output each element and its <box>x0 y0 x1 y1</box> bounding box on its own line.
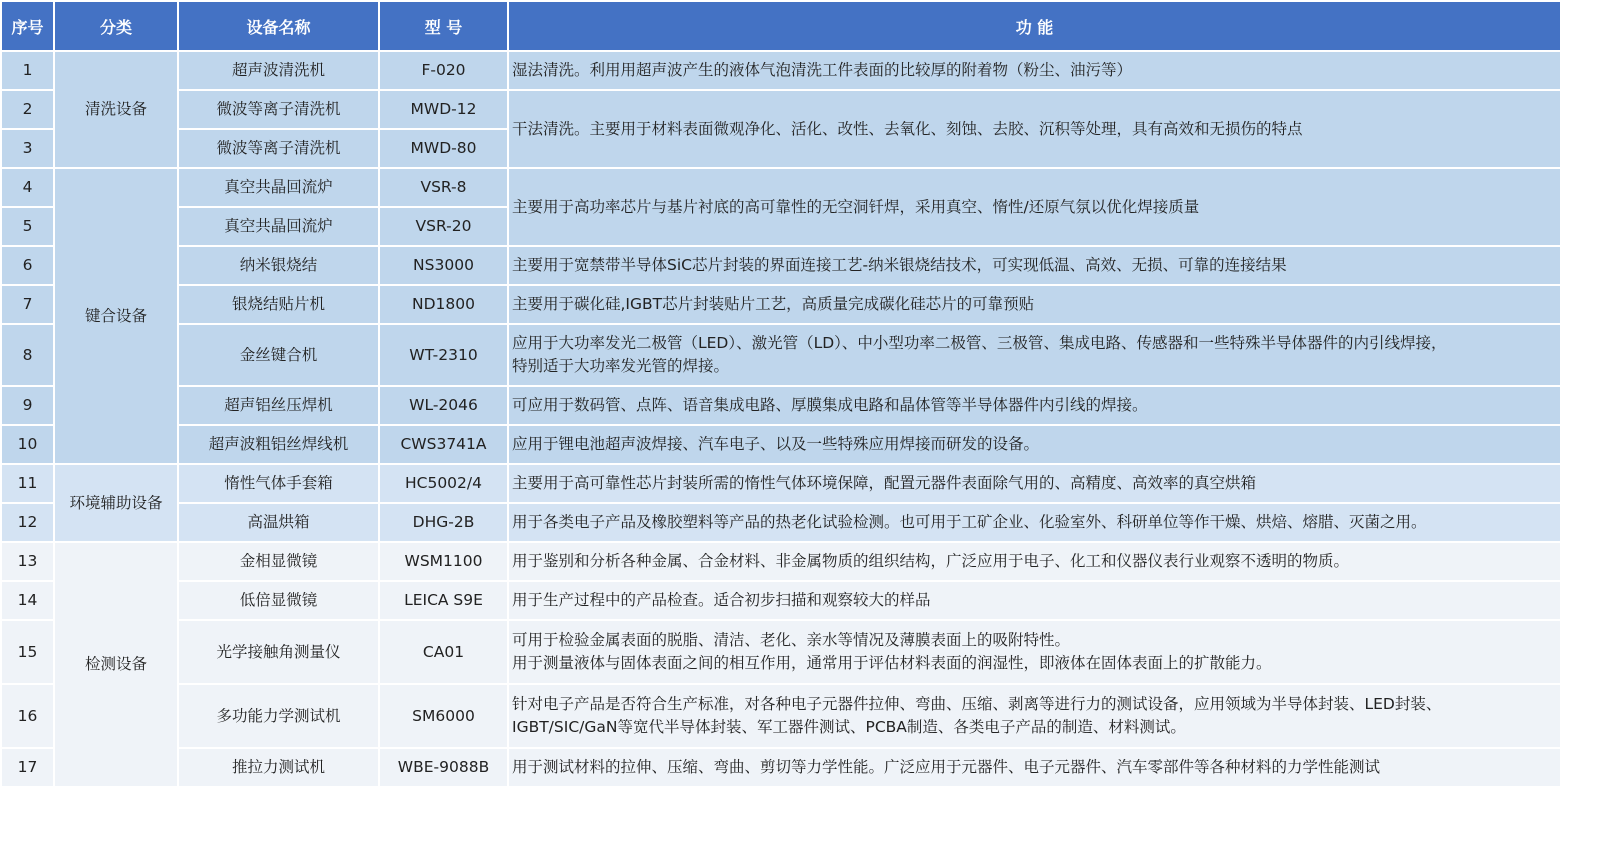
device-name: 微波等离子清洗机 <box>179 130 378 167</box>
device-function: 用于鉴别和分析各种金属、合金材料、非金属物质的组织结构，广泛应用于电子、化工和仪器仪表行业观察不透明的物质。 <box>509 543 1560 580</box>
row-number: 2 <box>2 91 53 128</box>
row-number: 10 <box>2 426 53 463</box>
category-cell: 键合设备 <box>55 169 177 463</box>
table-row <box>2 685 1560 747</box>
device-name: 低倍显微镜 <box>179 582 378 619</box>
row-number: 16 <box>2 685 53 747</box>
device-function: 用于生产过程中的产品检查。适合初步扫描和观察较大的样品 <box>509 582 1560 619</box>
row-number: 1 <box>2 52 53 89</box>
device-function: 应用于锂电池超声波焊接、汽车电子、以及一些特殊应用焊接而研发的设备。 <box>509 426 1560 463</box>
row-number: 12 <box>2 504 53 541</box>
table-row <box>2 582 1560 619</box>
device-function: 用于测试材料的拉伸、压缩、弯曲、剪切等力学性能。广泛应用于元器件、电子元器件、汽车零部件等各种材料的力学性能测试 <box>509 749 1560 786</box>
device-model: VSR-20 <box>380 208 507 245</box>
device-model: WL-2046 <box>380 387 507 424</box>
device-function: 湿法清洗。利用用超声波产生的液体气泡清洗工件表面的比较厚的附着物（粉尘、油污等） <box>509 52 1560 89</box>
device-name: 推拉力测试机 <box>179 749 378 786</box>
row-number: 9 <box>2 387 53 424</box>
category-cell: 环境辅助设备 <box>55 465 177 541</box>
device-model: CWS3741A <box>380 426 507 463</box>
table-row <box>2 325 1560 385</box>
table-row <box>2 465 1560 502</box>
table-row <box>2 91 1560 128</box>
device-function: 主要用于高功率芯片与基片衬底的高可靠性的无空洞钎焊，采用真空、惰性/还原气氛以优化焊接质量 <box>509 169 1560 245</box>
row-number: 8 <box>2 325 53 385</box>
table-row <box>2 621 1560 683</box>
header-name: 设备名称 <box>179 2 378 50</box>
row-number: 15 <box>2 621 53 683</box>
device-model: WT-2310 <box>380 325 507 385</box>
device-name: 高温烘箱 <box>179 504 378 541</box>
device-name: 惰性气体手套箱 <box>179 465 378 502</box>
device-model: VSR-8 <box>380 169 507 206</box>
row-number: 5 <box>2 208 53 245</box>
table-row <box>2 52 1560 89</box>
table-row <box>2 749 1560 786</box>
device-model: HC5002/4 <box>380 465 507 502</box>
row-number: 17 <box>2 749 53 786</box>
device-name: 金相显微镜 <box>179 543 378 580</box>
category-cell: 检测设备 <box>55 543 177 786</box>
table-row <box>2 387 1560 424</box>
device-model: WSM1100 <box>380 543 507 580</box>
device-model: NS3000 <box>380 247 507 284</box>
device-model: CA01 <box>380 621 507 683</box>
table-row <box>2 286 1560 323</box>
device-model: F-020 <box>380 52 507 89</box>
device-name: 真空共晶回流炉 <box>179 169 378 206</box>
header-category: 分类 <box>55 2 177 50</box>
row-number: 13 <box>2 543 53 580</box>
header-model: 型 号 <box>380 2 507 50</box>
row-number: 3 <box>2 130 53 167</box>
device-model: MWD-80 <box>380 130 507 167</box>
table-row <box>2 504 1560 541</box>
row-number: 14 <box>2 582 53 619</box>
device-model: ND1800 <box>380 286 507 323</box>
device-function: 干法清洗。主要用于材料表面微观净化、活化、改性、去氧化、刻蚀、去胶、沉积等处理，具有高效和无损伤的特点 <box>509 91 1560 167</box>
device-function: 主要用于碳化硅,IGBT芯片封装贴片工艺，高质量完成碳化硅芯片的可靠预贴 <box>509 286 1560 323</box>
device-function: 主要用于宽禁带半导体SiC芯片封装的界面连接工艺-纳米银烧结技术，可实现低温、高效、无损、可靠的连接结果 <box>509 247 1560 284</box>
device-name: 金丝键合机 <box>179 325 378 385</box>
device-name: 纳米银烧结 <box>179 247 378 284</box>
device-name: 微波等离子清洗机 <box>179 91 378 128</box>
header-row <box>2 2 1560 50</box>
device-model: WBE-9088B <box>380 749 507 786</box>
table-row <box>2 247 1560 284</box>
device-model: LEICA S9E <box>380 582 507 619</box>
device-function: 应用于大功率发光二极管（LED）、激光管（LD）、中小型功率二极管、三极管、集成电路、传感器和一些特殊半导体器件的内引线焊接， 特别适于大功率发光管的焊接。 <box>509 325 1560 385</box>
header-function: 功 能 <box>509 2 1560 50</box>
device-name: 多功能力学测试机 <box>179 685 378 747</box>
row-number: 11 <box>2 465 53 502</box>
device-function: 用于各类电子产品及橡胶塑料等产品的热老化试验检测。也可用于工矿企业、化验室外、科研单位等作干燥、烘焙、熔腊、灭菌之用。 <box>509 504 1560 541</box>
device-name: 光学接触角测量仪 <box>179 621 378 683</box>
device-function: 针对电子产品是否符合生产标准，对各种电子元器件拉伸、弯曲、压缩、剥离等进行力的测试设备，应用领域为半导体封装、LED封装、 IGBT/SIC/GaN等宽代半导体封装、军工器件测试、PCBA制造、各类电子产品的制造、材料测试。 <box>509 685 1560 747</box>
device-function: 可应用于数码管、点阵、语音集成电路、厚膜集成电路和晶体管等半导体器件内引线的焊接。 <box>509 387 1560 424</box>
device-name: 超声铝丝压焊机 <box>179 387 378 424</box>
device-name: 超声波清洗机 <box>179 52 378 89</box>
row-number: 6 <box>2 247 53 284</box>
table-row <box>2 169 1560 206</box>
device-function: 主要用于高可靠性芯片封装所需的惰性气体环境保障，配置元器件表面除气用的、高精度、高效率的真空烘箱 <box>509 465 1560 502</box>
row-number: 7 <box>2 286 53 323</box>
device-model: DHG-2B <box>380 504 507 541</box>
device-name: 银烧结贴片机 <box>179 286 378 323</box>
row-number: 4 <box>2 169 53 206</box>
device-name: 真空共晶回流炉 <box>179 208 378 245</box>
device-model: SM6000 <box>380 685 507 747</box>
table-row <box>2 426 1560 463</box>
device-function: 可用于检验金属表面的脱脂、清洁、老化、亲水等情况及薄膜表面上的吸附特性。 用于测量液体与固体表面之间的相互作用，通常用于评估材料表面的润湿性，即液体在固体表面上的扩散能力。 <box>509 621 1560 683</box>
device-model: MWD-12 <box>380 91 507 128</box>
header-no: 序号 <box>2 2 53 50</box>
table-row <box>2 543 1560 580</box>
device-name: 超声波粗铝丝焊线机 <box>179 426 378 463</box>
category-cell: 清洗设备 <box>55 52 177 167</box>
